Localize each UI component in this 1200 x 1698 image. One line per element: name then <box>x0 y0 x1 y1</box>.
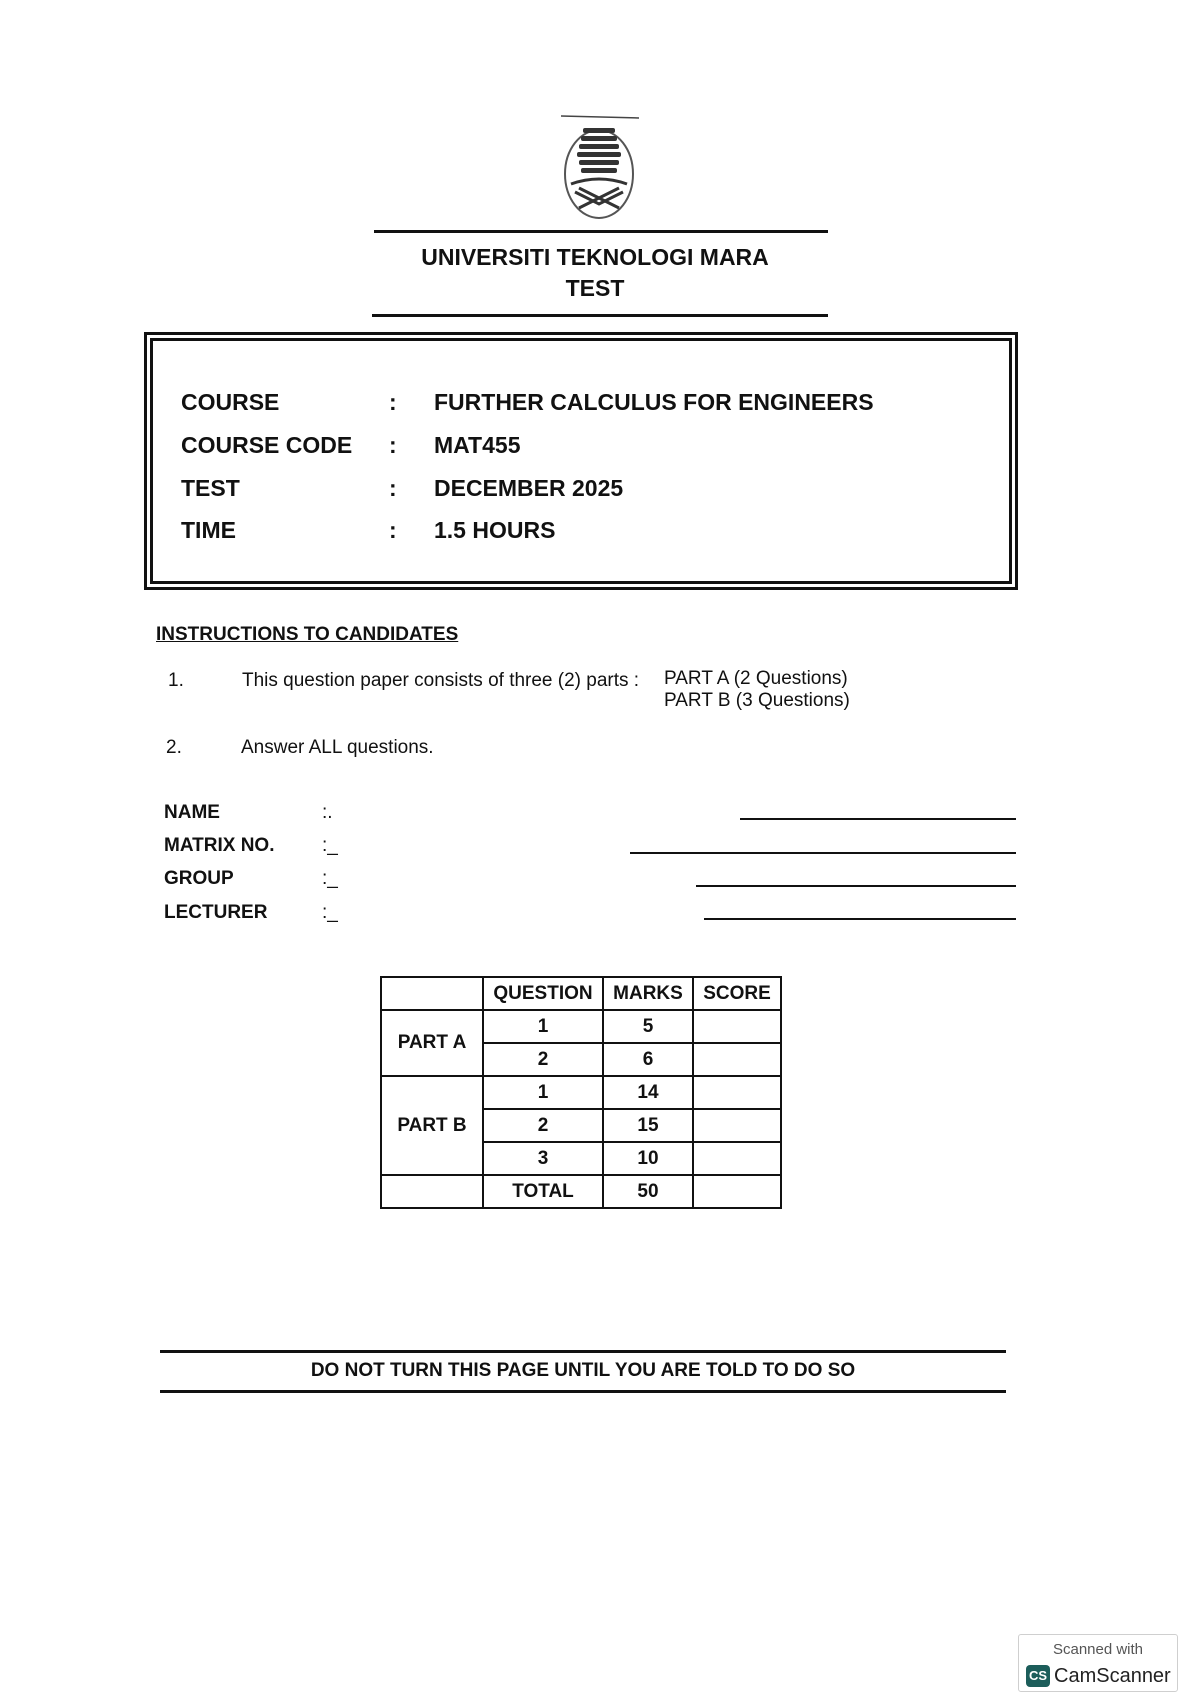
group-label: GROUP <box>164 868 234 889</box>
scanner-brand: CamScanner <box>1054 1665 1171 1687</box>
total-label: TOTAL <box>483 1175 603 1208</box>
header-title <box>360 242 830 304</box>
time-label: TIME <box>181 517 236 543</box>
university-crest-icon <box>553 112 643 222</box>
header-bottom-rule <box>372 314 828 317</box>
course-info-box <box>150 338 1012 584</box>
marks-cell: 5 <box>603 1010 693 1043</box>
warning-top-rule <box>160 1350 1006 1353</box>
question-cell: 3 <box>483 1142 603 1175</box>
name-label: NAME <box>164 802 220 823</box>
instruction-2-text: Answer ALL questions. <box>241 737 434 758</box>
instruction-part-b: PART B (3 Questions) <box>664 690 850 711</box>
course-colon: : <box>389 389 397 415</box>
question-cell: 2 <box>483 1109 603 1142</box>
total-marks: 50 <box>603 1175 693 1208</box>
marks-cell: 14 <box>603 1076 693 1109</box>
group-colon: :_ <box>322 868 338 889</box>
name-field-line[interactable] <box>740 818 1016 820</box>
test-value: DECEMBER 2025 <box>434 475 624 501</box>
scanner-caption: Scanned with <box>1052 1641 1144 1658</box>
score-cell[interactable] <box>693 1109 781 1142</box>
group-field-line[interactable] <box>696 885 1016 887</box>
total-blank-cell <box>381 1175 483 1208</box>
instruction-2-number: 2. <box>166 737 182 758</box>
question-cell: 1 <box>483 1076 603 1109</box>
lecturer-field-line[interactable] <box>704 918 1016 920</box>
score-table <box>380 976 782 1209</box>
test-label: TEST <box>181 475 240 501</box>
instruction-1-text: This question paper consists of three (2) parts : <box>242 670 640 691</box>
table-header-row <box>381 977 781 1010</box>
camscanner-icon: CS <box>1026 1665 1050 1687</box>
instruction-1-number: 1. <box>168 670 184 691</box>
lecturer-label: LECTURER <box>164 902 268 923</box>
course-label: COURSE <box>181 389 280 415</box>
table-row <box>381 1076 781 1109</box>
matrix-no-colon: :_ <box>322 835 338 856</box>
instruction-part-a: PART A (2 Questions) <box>664 668 848 689</box>
part-a-label: PART A <box>381 1010 483 1076</box>
question-cell: 2 <box>483 1043 603 1076</box>
matrix-no-label: MATRIX NO. <box>164 835 275 856</box>
table-total-row <box>381 1175 781 1208</box>
name-colon: :. <box>322 802 333 823</box>
marks-cell: 6 <box>603 1043 693 1076</box>
table-row <box>381 1010 781 1043</box>
header-blank-cell <box>381 977 483 1010</box>
header-marks: MARKS <box>603 977 693 1010</box>
time-value: 1.5 HOURS <box>434 517 556 543</box>
header-top-rule <box>374 230 828 233</box>
score-cell[interactable] <box>693 1043 781 1076</box>
header-question: QUESTION <box>483 977 603 1010</box>
paper-type: TEST <box>565 275 625 301</box>
test-colon: : <box>389 475 397 501</box>
course-value: FURTHER CALCULUS FOR ENGINEERS <box>434 389 874 415</box>
score-cell[interactable] <box>693 1142 781 1175</box>
marks-cell: 15 <box>603 1109 693 1142</box>
footer-warning: DO NOT TURN THIS PAGE UNTIL YOU ARE TOLD TO DO SO <box>310 1360 856 1381</box>
matrix-no-field-line[interactable] <box>630 852 1016 854</box>
header-score: SCORE <box>693 977 781 1010</box>
score-cell[interactable] <box>693 1010 781 1043</box>
instructions-title: INSTRUCTIONS TO CANDIDATES <box>156 624 459 645</box>
score-cell[interactable] <box>693 1076 781 1109</box>
warning-bottom-rule <box>160 1390 1006 1393</box>
time-colon: : <box>389 517 397 543</box>
lecturer-colon: :_ <box>322 902 338 923</box>
course-code-value: MAT455 <box>434 432 521 458</box>
part-b-label: PART B <box>381 1076 483 1175</box>
university-name: UNIVERSITI TEKNOLOGI MARA <box>421 244 769 270</box>
course-code-colon: : <box>389 432 397 458</box>
marks-cell: 10 <box>603 1142 693 1175</box>
question-cell: 1 <box>483 1010 603 1043</box>
total-score-cell[interactable] <box>693 1175 781 1208</box>
course-code-label: COURSE CODE <box>181 432 353 458</box>
scanner-badge <box>1018 1634 1178 1692</box>
